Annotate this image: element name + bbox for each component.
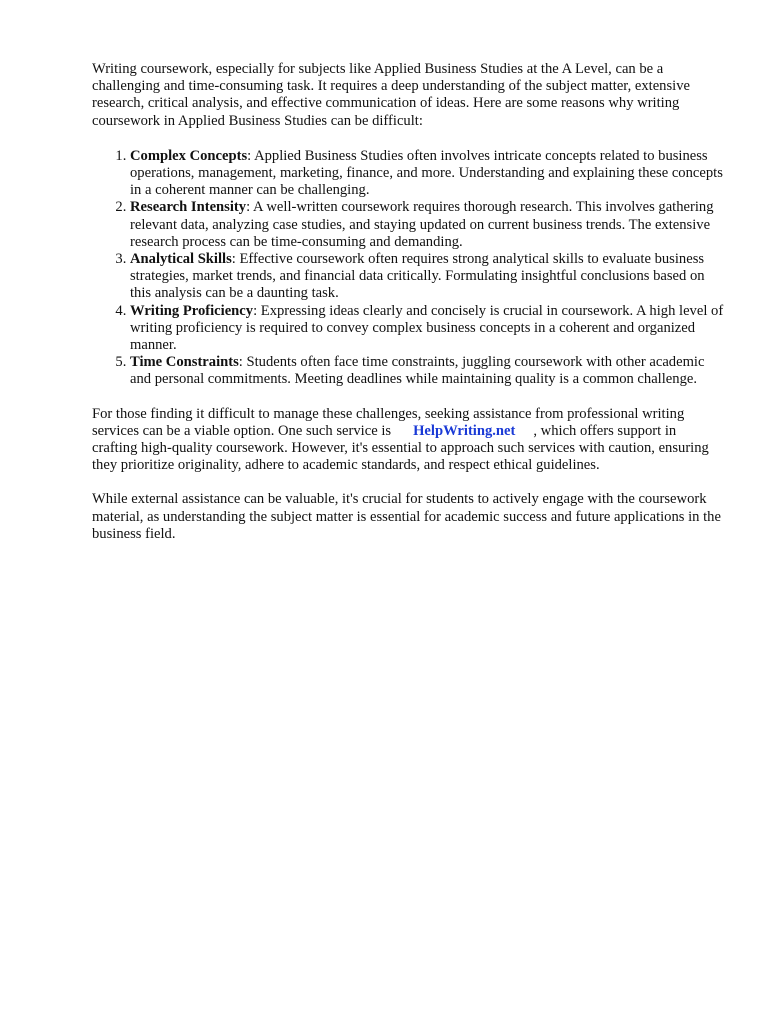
reason-term: Time Constraints [130,354,239,371]
reasons-list [92,148,724,389]
reason-separator: : [231,251,240,268]
reason-text: Effective coursework often requires strong analytical skills to evaluate business strategies, market trends, and financial data critically. Formulating insightful conclusions based on this analysis can be a daunting task. [130,251,705,302]
help-text-after: , which offers support in crafting high-quality coursework. However, it's essential to approach such services with caution, ensuring they prioritize originality, adhere to academic standards, and respect ethical guidelines. [92,422,709,474]
reason-item-time-constraints [130,354,724,388]
reason-text: Expressing ideas clearly and concisely is crucial in coursework. A high level of writing proficiency is required to convey complex business concepts in a coherent and organized manner. [130,302,724,354]
help-text-before: For those finding it difficult to manage these challenges, seeking assistance from professional writing services can be a viable option. One such service is [92,405,685,439]
intro-paragraph: Writing coursework, especially for subjects like Applied Business Studies at the A Level, can be a challenging and time-consuming task. It requires a deep understanding of the subject matter, extensive research, critical analysis, and effective communication of ideas. Here are some reasons why writing coursework in Applied Business Studies can be difficult: [92,61,690,129]
reason-term: Writing Proficiency [130,302,254,319]
reason-item-writing-proficiency [130,303,724,355]
reason-separator: : [238,354,247,371]
reason-term: Analytical Skills [130,251,232,268]
closing-paragraph: While external assistance can be valuable, it's crucial for students to actively engage with the coursework material, as understanding the subject matter is essential for academic success and future applications in the business field. [92,491,721,542]
reason-separator: : [253,302,261,319]
reason-text: Students often face time constraints, juggling coursework with other academic and personal commitments. Meeting deadlines while maintaining quality is a common challenge. [130,354,705,388]
helpwriting-link[interactable]: HelpWriting.net [413,422,516,439]
reason-term: Research Intensity [130,199,247,216]
reason-text: A well-written coursework requires thorough research. This involves gathering relevant data, analyzing case studies, and staying updated on current business trends. The extensive research process can be time-consuming and demanding. [130,199,714,250]
document-page [92,61,724,543]
reason-separator: : [247,147,255,164]
help-paragraph [92,406,724,475]
reason-item-complex-concepts [130,148,724,200]
reason-term: Complex Concepts [130,147,248,164]
reason-item-research-intensity [130,199,724,251]
reason-separator: : [246,199,253,216]
reason-text: Applied Business Studies often involves intricate concepts related to business operations, management, marketing, finance, and more. Understanding and explaining these concepts in a coherent manner can be challenging. [130,147,723,199]
reason-item-analytical-skills [130,251,724,303]
